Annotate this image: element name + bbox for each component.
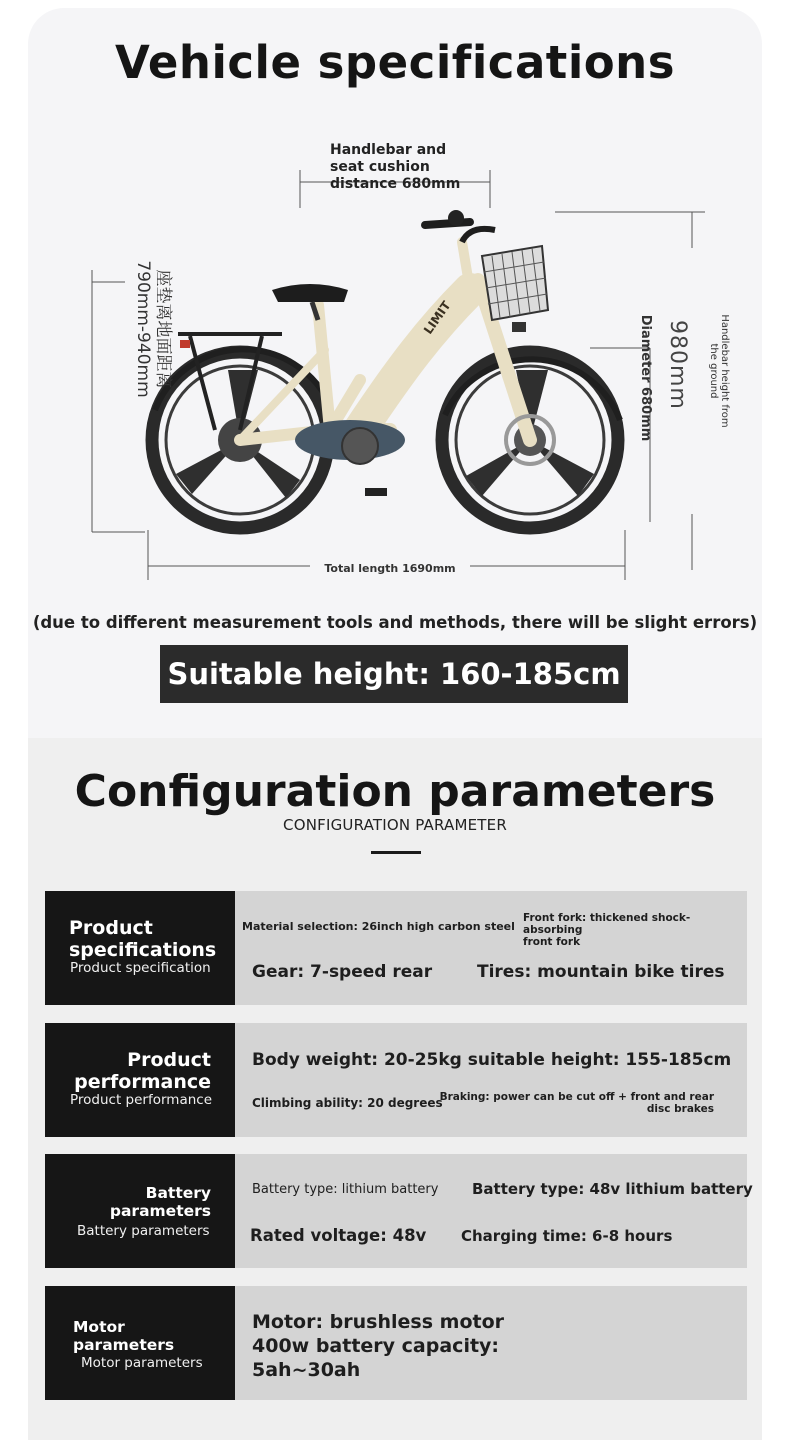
row-item: Charging time: 6-8 hours bbox=[461, 1227, 673, 1245]
config-title: Configuration parameters bbox=[74, 766, 716, 817]
measurement-note: (due to different measurement tools and methods, there will be slight errors) bbox=[32, 613, 758, 632]
bike-diagram bbox=[0, 130, 790, 590]
row-subtitle: Battery parameters bbox=[77, 1223, 210, 1239]
row-item: Body weight: 20-25kg suitable height: 155-185cm bbox=[252, 1050, 732, 1070]
row-title: Product specifications bbox=[69, 917, 217, 961]
brand-logo: LIMIT bbox=[420, 298, 454, 337]
suitable-height-banner: Suitable height: 160-185cm bbox=[160, 645, 628, 703]
row-title: Battery parameters bbox=[109, 1184, 211, 1220]
row-values-panel bbox=[235, 1286, 747, 1400]
row-label-panel bbox=[45, 891, 235, 1005]
headlight bbox=[512, 322, 526, 332]
config-subtitle: CONFIGURATION PARAMETER bbox=[283, 816, 507, 834]
handlebar-ground-label: Handlebar height from the ground bbox=[708, 314, 730, 428]
row-item: Motor: brushless motor 400w battery capacity: 5ah~30ah bbox=[252, 1311, 505, 1381]
row-item: Rated voltage: 48v bbox=[250, 1226, 427, 1245]
pedal bbox=[365, 488, 387, 496]
row-subtitle: Motor parameters bbox=[81, 1355, 203, 1371]
row-item: Material selection: 26inch high carbon steel bbox=[242, 920, 515, 933]
spec-row-product-performance bbox=[45, 1023, 747, 1137]
row-item: Tires: mountain bike tires bbox=[477, 962, 725, 982]
handlebar-ground-value: 980mm bbox=[665, 320, 690, 410]
total-length-label: Total length 1690mm bbox=[324, 562, 456, 575]
row-label-panel bbox=[45, 1023, 235, 1137]
row-values-panel bbox=[235, 1023, 747, 1137]
handlebar-seat-distance-label: Handlebar and seat cushion distance 680mm bbox=[330, 142, 461, 192]
row-item: Climbing ability: 20 degrees bbox=[252, 1096, 443, 1110]
config-divider bbox=[371, 851, 421, 854]
row-title: Product performance bbox=[74, 1049, 211, 1093]
spec-row-motor-parameters bbox=[45, 1286, 747, 1400]
seat-ground-distance-label: 座垫离地面距离 790mm-940mm bbox=[133, 260, 173, 398]
row-item: Braking: power can be cut off + front and rear disc brakes bbox=[439, 1091, 714, 1115]
row-title: Motor parameters bbox=[73, 1318, 175, 1354]
row-item: Battery type: lithium battery bbox=[252, 1182, 439, 1197]
front-basket bbox=[482, 246, 548, 320]
handlebar bbox=[425, 210, 495, 242]
row-label-panel bbox=[45, 1286, 235, 1400]
row-values-panel bbox=[235, 1154, 753, 1268]
row-item: Front fork: thickened shock-absorbing front fork bbox=[523, 912, 691, 948]
row-subtitle: Product specification bbox=[70, 960, 211, 976]
row-label-panel bbox=[45, 1154, 235, 1268]
vehicle-spec-title: Vehicle specifications bbox=[115, 36, 675, 89]
spec-row-battery-parameters bbox=[45, 1154, 753, 1268]
row-item: Battery type: 48v lithium battery bbox=[472, 1180, 753, 1198]
wheel-diameter-label: Diameter 680mm bbox=[638, 314, 653, 442]
row-subtitle: Product performance bbox=[70, 1092, 213, 1108]
row-item: Gear: 7-speed rear bbox=[252, 962, 433, 982]
spec-row-product-specifications bbox=[45, 891, 747, 1005]
row-values-panel bbox=[235, 891, 747, 1005]
seat bbox=[272, 284, 348, 320]
